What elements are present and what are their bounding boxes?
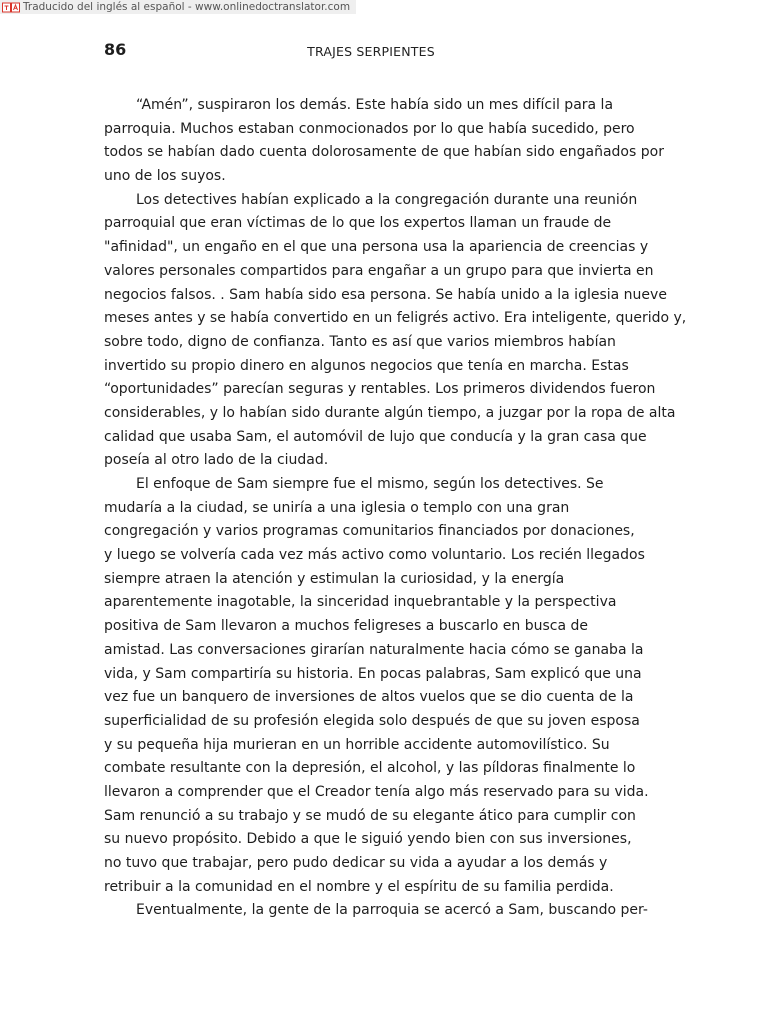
text-line: calidad que usaba Sam, el automóvil de lujo que conducía y la gran casa que xyxy=(104,428,647,445)
text-line: no tuvo que trabajar, pero pudo dedicar su vida a ayudar a los demás y xyxy=(104,855,608,871)
text-line: uno de los suyos. xyxy=(104,168,226,185)
text-line: su nuevo propósito. Debido a que le siguió yendo bien con sus inversiones, xyxy=(104,831,632,848)
text-line: valores personales compartidos para engañar a un grupo para que invierta en xyxy=(104,262,654,279)
text-line: "afinidad", un engaño en el que una persona usa la apariencia de creencias y xyxy=(104,239,649,256)
text-line: parroquial que eran víctimas de lo que los expertos llaman un fraude de xyxy=(104,215,612,232)
text-line: vez fue un banquero de inversiones de altos vuelos que se dio cuenta de la xyxy=(104,689,634,706)
text-line: amistad. Las conversaciones girarían naturalmente hacia cómo se ganaba la xyxy=(104,641,644,658)
text-line: negocios falsos. . Sam había sido esa persona. Se había unido a la iglesia nueve xyxy=(104,286,667,303)
text-line: Eventualmente, la gente de la parroquia se acercó a Sam, buscando per- xyxy=(136,902,648,919)
text-line: siempre atraen la atención y estimulan la curiosidad, y la energía xyxy=(104,570,565,587)
text-line: vida, y Sam compartiría su historia. En pocas palabras, Sam explicó que una xyxy=(104,665,642,682)
text-line: mudaría a la ciudad, se uniría a una iglesia o templo con una gran xyxy=(104,499,570,516)
text-line: superficialidad de su profesión elegida solo después de que su joven esposa xyxy=(104,712,640,729)
translator-logo-icon xyxy=(2,2,20,13)
text-line: Sam renunció a su trabajo y se mudó de su elegante ático para cumplir con xyxy=(104,807,636,824)
text-line: invertido su propio dinero en algunos negocios que tenía en marcha. Estas xyxy=(104,357,629,374)
text-line: retribuir a la comunidad en el nombre y el espíritu de su familia perdida. xyxy=(104,878,614,895)
text-line: “Amén”, suspiraron los demás. Este había sido un mes difícil para la xyxy=(136,97,614,113)
text-line: aparentemente inagotable, la sinceridad inquebrantable y la perspectiva xyxy=(104,594,617,611)
text-line: positiva de Sam llevaron a muchos feligreses a buscarlo en busca de xyxy=(104,618,589,635)
body-text xyxy=(104,94,687,923)
text-line: El enfoque de Sam siempre fue el mismo, según los detectives. Se xyxy=(136,476,604,492)
running-header-title: TRAJES SERPIENTES xyxy=(307,44,435,59)
text-line: considerables, y lo habían sido durante algún tiempo, a juzgar por la ropa de alta xyxy=(104,404,676,421)
text-line: parroquia. Muchos estaban conmocionados por lo que había sucedido, pero xyxy=(104,120,635,137)
text-line: sobre todo, digno de confianza. Tanto es así que varios miembros habían xyxy=(104,333,616,350)
text-line: meses antes y se había convertido en un feligrés activo. Era inteligente, querido y, xyxy=(104,310,687,327)
text-line: y su pequeña hija murieran en un horrible accidente automovilístico. Su xyxy=(104,736,610,753)
text-line: “oportunidades” parecían seguras y rentables. Los primeros dividendos fueron xyxy=(104,381,656,398)
page-number: 86 xyxy=(104,40,127,59)
text-line: congregación y varios programas comunitarios financiados por donaciones, xyxy=(104,523,635,540)
text-line: Los detectives habían explicado a la congregación durante una reunión xyxy=(136,191,638,208)
text-line: todos se habían dado cuenta dolorosamente de que habían sido engañados por xyxy=(104,144,664,161)
text-line: llevaron a comprender que el Creador tenía algo más reservado para su vida. xyxy=(104,783,649,800)
text-line: combate resultante con la depresión, el alcohol, y las píldoras finalmente lo xyxy=(104,760,636,777)
text-line: y luego se volvería cada vez más activo como voluntario. Los recién llegados xyxy=(104,547,645,564)
text-line: poseía al otro lado de la ciudad. xyxy=(104,452,329,469)
translator-banner xyxy=(0,0,356,14)
translator-banner-text: Traducido del inglés al español - www.onlinedoctranslator.com xyxy=(23,1,351,13)
